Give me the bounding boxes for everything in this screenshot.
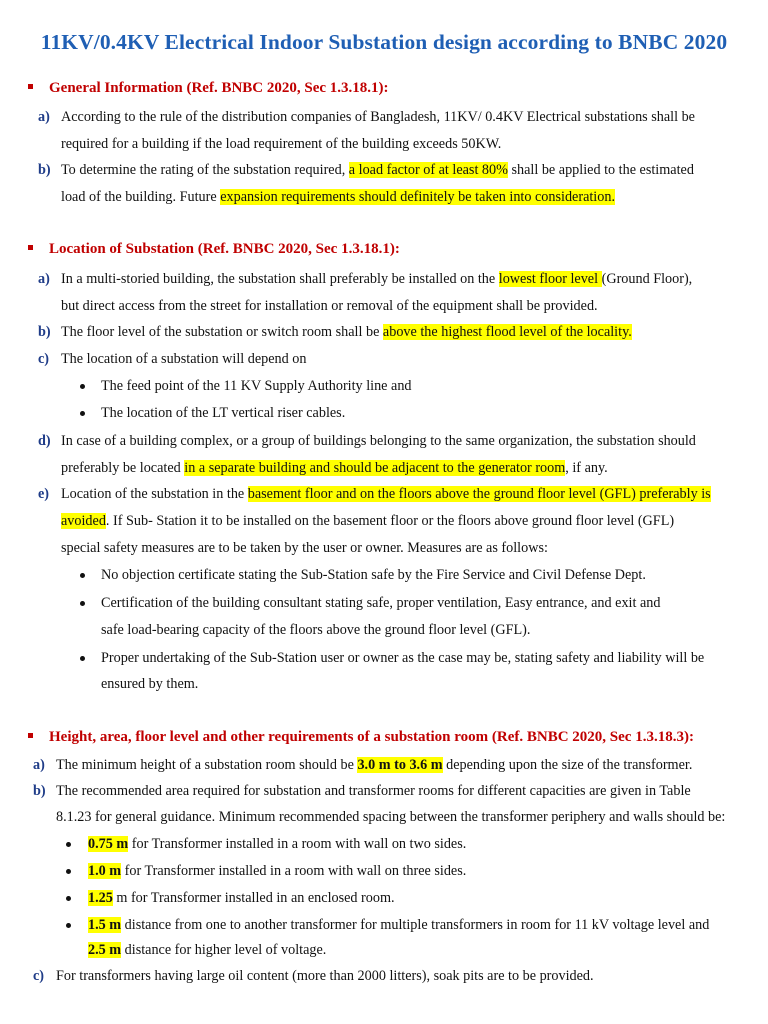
highlighted-text: avoided	[61, 513, 106, 529]
paragraph-line: but direct access from the street for installation or removal of the equipment shall be provided.	[61, 298, 598, 314]
bullet-text: The feed point of the 11 KV Supply Authority line and	[101, 378, 412, 394]
item-label-a: a)	[38, 271, 50, 287]
highlighted-text: 0.75 m	[88, 836, 129, 852]
paragraph-line: For transformers having large oil content (more than 2000 litters), soak pits are to be provided.	[56, 968, 594, 984]
bullet-dot-icon	[80, 601, 85, 606]
section-heading-height-area-requirements	[28, 729, 694, 746]
item-label-a: a)	[33, 757, 45, 773]
bullet-text: safe load-bearing capacity of the floors above the ground floor level (GFL).	[101, 622, 531, 638]
item-label-b: b)	[38, 324, 51, 340]
section-heading-location-of-substation	[28, 241, 400, 258]
bullet-text: 1.25 m for Transformer installed in an enclosed room.	[88, 890, 395, 906]
bullet-dot-icon	[80, 411, 85, 416]
bullet-text: 0.75 m for Transformer installed in a room with wall on two sides.	[88, 836, 467, 852]
paragraph-line: special safety measures are to be taken by the user or owner. Measures are as follows:	[61, 540, 548, 556]
bullet-text: No objection certificate stating the Sub-Station safe by the Fire Service and Civil Defense Dept.	[101, 567, 646, 583]
paragraph-line: The recommended area required for substation and transformer rooms for different capacities are given in Table	[56, 783, 691, 799]
paragraph-line: The floor level of the substation or switch room shall be above the highest flood level of the locality.	[61, 324, 632, 340]
bullet-text: 1.5 m distance from one to another transformer for multiple transformers in room for 11 kV voltage level and	[88, 917, 710, 933]
paragraph-line: load of the building. Future expansion requirements should definitely be taken into consideration.	[61, 189, 615, 205]
paragraph-line: The minimum height of a substation room should be 3.0 m to 3.6 m depending upon the size of the transformer.	[56, 757, 693, 773]
item-label-c: c)	[38, 351, 50, 367]
bullet-dot-icon	[66, 842, 71, 847]
paragraph-line: preferably be located in a separate building and should be adjacent to the generator room, if any.	[61, 460, 608, 476]
paragraph-line: required for a building if the load requirement of the building exceeds 50KW.	[61, 136, 502, 152]
section-heading-text: Height, area, floor level and other requirements of a substation room (Ref. BNBC 2020, Sec 1.3.18.3):	[49, 729, 694, 745]
paragraph-line: In a multi-storied building, the substation shall preferably be installed on the lowest floor level (Ground Floor),	[61, 271, 693, 287]
highlighted-text: in a separate building and should be adjacent to the generator room	[184, 460, 566, 476]
paragraph-line: To determine the rating of the substation required, a load factor of at least 80% shall be applied to the estimated	[61, 162, 694, 178]
paragraph-line: avoided. If Sub- Station it to be installed on the basement floor or the floors above ground floor level (GFL)	[61, 513, 675, 529]
item-label-b: b)	[33, 783, 46, 799]
bullet-dot-icon	[66, 869, 71, 874]
paragraph-line: In case of a building complex, or a group of buildings belonging to the same organization, the substation should	[61, 433, 696, 449]
bullet-dot-icon	[80, 384, 85, 389]
highlighted-text: a load factor of at least 80%	[348, 162, 508, 178]
highlighted-text: 3.0 m to 3.6 m	[357, 757, 443, 773]
item-label-b: b)	[38, 162, 51, 178]
highlighted-text: 1.25	[88, 890, 113, 906]
paragraph-line: 8.1.23 for general guidance. Minimum recommended spacing between the transformer periphery and walls should be:	[56, 809, 726, 825]
highlighted-text: 2.5 m	[88, 942, 122, 958]
highlighted-text: 1.5 m	[88, 917, 122, 933]
bullet-text: The location of the LT vertical riser cables.	[101, 405, 346, 421]
bullet-dot-icon	[80, 656, 85, 661]
highlighted-text: above the highest flood level of the locality.	[382, 324, 632, 340]
paragraph-line: The location of a substation will depend on	[61, 351, 307, 367]
bullet-text: ensured by them.	[101, 676, 199, 692]
square-bullet-icon	[28, 245, 33, 250]
bullet-dot-icon	[66, 923, 71, 928]
square-bullet-icon	[28, 733, 33, 738]
bullet-text: 1.0 m for Transformer installed in a room with wall on three sides.	[88, 863, 467, 879]
paragraph-line: Location of the substation in the basement floor and on the floors above the ground floor level (GFL) preferably is	[61, 486, 711, 502]
bullet-text: Certification of the building consultant stating safe, proper ventilation, Easy entrance, and exit and	[101, 595, 661, 611]
bullet-text: Proper undertaking of the Sub-Station user or owner as the case may be, stating safety and liability will be	[101, 650, 705, 666]
square-bullet-icon	[28, 84, 33, 89]
section-heading-general-information	[28, 80, 389, 97]
highlighted-text: basement floor and on the floors above the ground floor level (GFL) preferably is	[247, 486, 711, 502]
bullet-dot-icon	[80, 573, 85, 578]
section-heading-text: General Information (Ref. BNBC 2020, Sec 1.3.18.1):	[49, 80, 389, 96]
highlighted-text: 1.0 m	[88, 863, 122, 879]
section-heading-text: Location of Substation (Ref. BNBC 2020, Sec 1.3.18.1):	[49, 241, 400, 257]
item-label-d: d)	[38, 433, 51, 449]
highlighted-text: expansion requirements should definitely be taken into consideration.	[220, 189, 615, 205]
paragraph-line: According to the rule of the distribution companies of Bangladesh, 11KV/ 0.4KV Electrical substations shall be	[61, 109, 695, 125]
bullet-text: 2.5 m distance for higher level of voltage.	[88, 942, 327, 958]
item-label-c: c)	[33, 968, 45, 984]
highlighted-text: lowest floor level	[498, 271, 602, 287]
item-label-a: a)	[38, 109, 50, 125]
bullet-dot-icon	[66, 896, 71, 901]
item-label-e: e)	[38, 486, 50, 502]
document-title: 11KV/0.4KV Electrical Indoor Substation design according to BNBC 2020	[40, 30, 728, 54]
